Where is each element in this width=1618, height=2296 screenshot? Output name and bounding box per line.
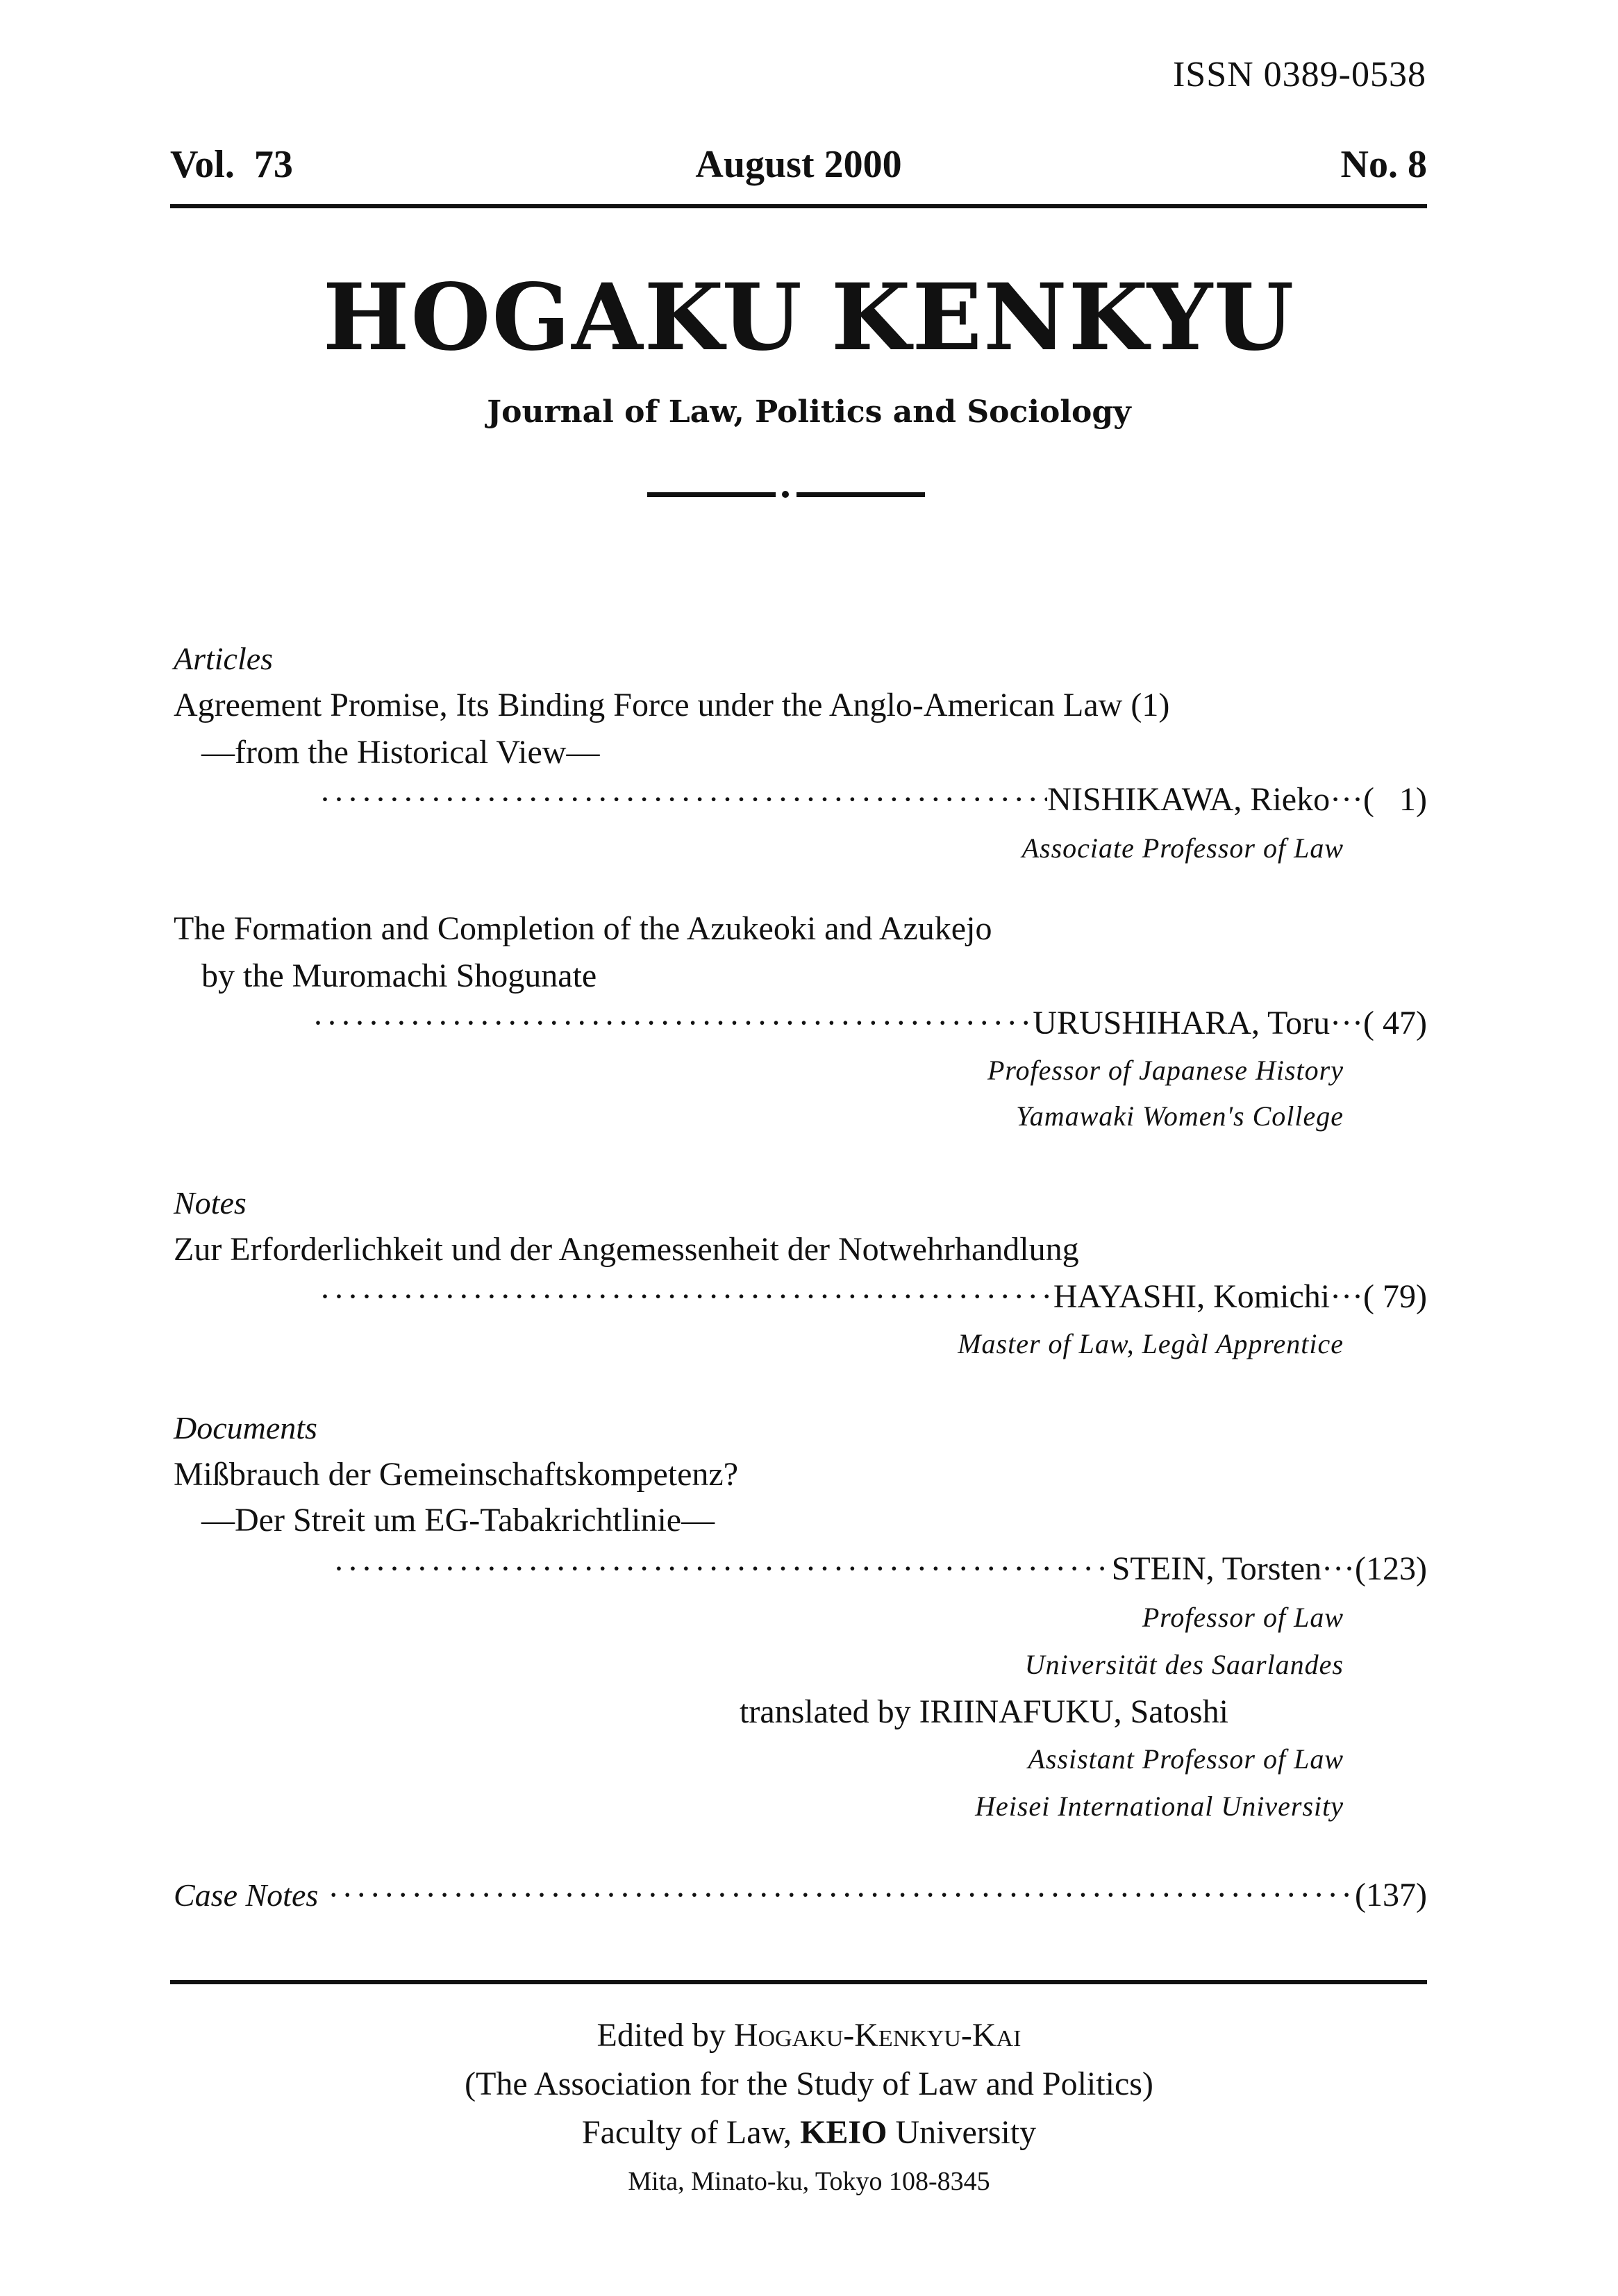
journal-title-word: HOGAKU — [322, 264, 803, 371]
translator: translated by IRIINAFUKU, Satoshi — [740, 1693, 1228, 1730]
bottom-rule — [170, 1980, 1427, 1984]
dot-leader — [319, 1277, 1053, 1316]
entry-title-line: by the Muromachi Shogunate — [201, 957, 597, 994]
section-heading-articles: Articles — [174, 641, 274, 676]
faculty-line — [0, 2113, 1618, 2152]
university-suffix: University — [887, 2114, 1037, 2151]
top-rule — [170, 204, 1427, 208]
entry-author: NISHIKAWA, Rieko — [1047, 781, 1331, 818]
entry-title-line: Agreement Promise, Its Binding Force under the Anglo-American Law (1) — [174, 687, 1170, 723]
entry-leader — [174, 1876, 1427, 1918]
entry-page: ···(123) — [1321, 1550, 1427, 1587]
section-heading-documents: Documents — [174, 1410, 317, 1446]
entry-author: URUSHIHARA, Toru — [1033, 1005, 1331, 1041]
translator-affiliation: Heisei International University — [975, 1791, 1344, 1822]
entry-title-line: Mißbrauch der Gemeinschaftskompetenz? — [174, 1456, 739, 1493]
entry-leader — [319, 1277, 1427, 1319]
university-name: KEIO — [800, 2114, 887, 2151]
author-affiliation: Universität des Saarlandes — [1024, 1649, 1344, 1680]
edited-by-line — [0, 2016, 1618, 2054]
entry-leader — [319, 780, 1427, 822]
dot-leader — [319, 780, 1047, 819]
dot-leader — [328, 1876, 1355, 1914]
association-name: (The Association for the Study of Law and Politics) — [465, 2065, 1153, 2102]
ornament-bar — [797, 492, 925, 497]
entry-page: ···( 47) — [1330, 1005, 1427, 1041]
author-affiliation: Professor of Japanese History — [987, 1055, 1344, 1086]
issn: ISSN 0389-0538 — [1172, 55, 1426, 94]
entry-author: HAYASHI, Komichi — [1053, 1278, 1331, 1315]
author-affiliation: Yamawaki Women's College — [1016, 1100, 1344, 1132]
volume: Vol. 73 — [170, 143, 293, 186]
author-affiliation: Master of Law, Legàl Apprentice — [958, 1328, 1344, 1359]
editor-name: Hogaku-Kenkyu-Kai — [733, 2017, 1021, 2054]
entry-title-line: Zur Erforderlichkeit und der Angemessenheit der Notwehrhandlung — [174, 1231, 1079, 1268]
entry-page: ···( 1) — [1330, 781, 1427, 818]
ornament-divider — [647, 490, 925, 498]
entry-author: STEIN, Torsten — [1111, 1550, 1322, 1587]
ornament-dot — [782, 491, 789, 498]
address: Mita, Minato-ku, Tokyo 108-8345 — [628, 2167, 990, 2196]
journal-subtitle: Journal of Law, Politics and Sociology — [487, 394, 1131, 430]
ornament-bar — [647, 492, 776, 497]
issue-number: No. 8 — [1340, 143, 1427, 186]
section-heading-notes: Notes — [174, 1185, 247, 1221]
entry-title-line: The Formation and Completion of the Azukeoki and Azukejo — [174, 910, 992, 947]
dot-leader — [312, 1004, 1033, 1042]
author-affiliation: Associate Professor of Law — [1021, 832, 1344, 864]
entry-page: (137) — [1355, 1877, 1427, 1913]
dot-leader — [333, 1550, 1112, 1588]
journal-title-word: KENKYU — [831, 264, 1296, 371]
entry-leader — [312, 1004, 1427, 1046]
entry-title-line: —from the Historical View— — [201, 734, 600, 771]
masthead — [170, 142, 1427, 191]
entry-title-line: —Der Streit um EG-Tabakrichtlinie— — [201, 1502, 715, 1539]
journal-title — [0, 264, 1618, 371]
issue-date: August 2000 — [695, 143, 902, 186]
entry-leader — [333, 1550, 1427, 1591]
author-affiliation: Professor of Law — [1142, 1602, 1344, 1633]
section-heading-case-notes: Case Notes — [174, 1877, 319, 1913]
entry-page: ···( 79) — [1330, 1278, 1427, 1315]
edited-by-label: Edited by — [597, 2017, 734, 2054]
translator-affiliation: Assistant Professor of Law — [1028, 1743, 1344, 1775]
faculty-label: Faculty of Law, — [581, 2114, 801, 2151]
